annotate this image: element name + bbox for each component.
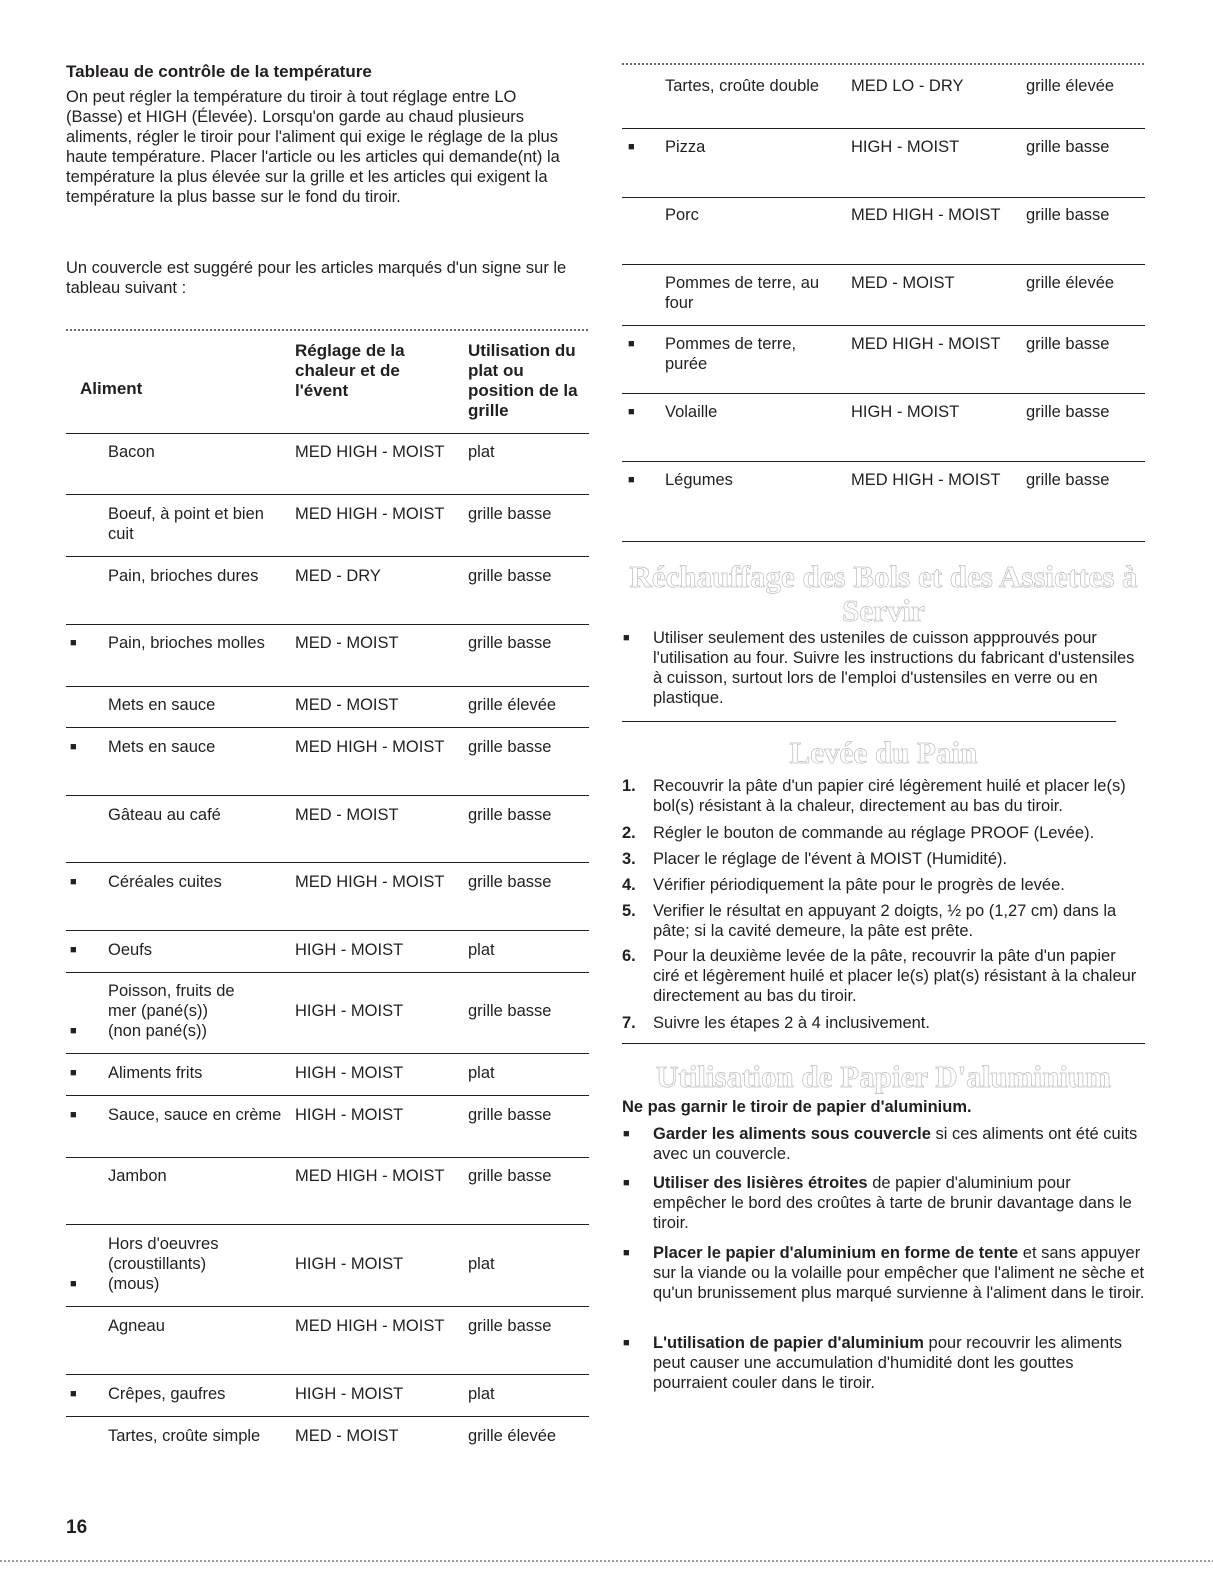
heat-setting: HIGH - MOIST (295, 1385, 404, 1403)
food-name: Pommes de terre, purée (665, 335, 797, 373)
rack-position: plat (468, 443, 495, 461)
heat-setting: HIGH - MOIST (295, 941, 404, 959)
foil-bullet-rest: et sans appuyer sur la viande ou la volaille pour empêcher que l'aliment ne sèche et qu'un brunissement plus marqué survienne à l'aliment dans le tiroir. (653, 1244, 1145, 1302)
bullet-marker: ■ (623, 1337, 630, 1349)
header-setting: Réglage de la chaleur et de l'évent (295, 341, 405, 400)
heat-setting: HIGH - MOIST (295, 1064, 404, 1082)
heat-setting: MED HIGH - MOIST (295, 738, 445, 756)
bullet-marker: ■ (623, 1247, 630, 1259)
rack-position: grille élevée (1026, 274, 1115, 292)
table-rule (66, 556, 589, 557)
bullet-marker: ■ (623, 1177, 630, 1189)
heat-setting: MED LO - DRY (851, 77, 964, 95)
step-text: Recouvrir la pâte d'un papier ciré légèrement huilé et placer le(s) bol(s) résistant à la chaleur, directement au bas du tiroir. (653, 777, 1126, 815)
heat-setting: MED - MOIST (851, 274, 955, 292)
foil-bullet-text (653, 1243, 1145, 1303)
food-name: Aliments frits (108, 1064, 203, 1082)
heat-setting: MED HIGH - MOIST (851, 335, 1001, 353)
food-name: Tartes, croûte double (665, 77, 820, 95)
food-name: Agneau (108, 1317, 165, 1335)
step-number: 6. (622, 947, 636, 965)
heat-setting: MED HIGH - MOIST (295, 505, 445, 523)
proofing-title: Levée du Pain (789, 735, 978, 770)
rack-position: grille basse (468, 1167, 552, 1185)
food-name: Pain, brioches molles (108, 634, 265, 652)
food-name: Sauce, sauce en crème (108, 1106, 282, 1124)
food-name: Gâteau au café (108, 806, 221, 824)
rack-position: grille basse (1026, 138, 1110, 156)
rack-position: grille basse (1026, 206, 1110, 224)
foil-bullet-lead: Utiliser des lisières étroites (653, 1174, 868, 1192)
step-text: Suivre les étapes 2 à 4 inclusivement. (653, 1014, 930, 1032)
table-rule (66, 1157, 589, 1158)
rack-position: grille basse (468, 738, 552, 756)
table-rule (66, 1053, 589, 1054)
rack-position: grille basse (468, 1106, 552, 1124)
cover-bullet: ■ (70, 1388, 77, 1400)
page-number: 16 (66, 1517, 88, 1538)
food-name: Pommes de terre, au four (665, 274, 820, 312)
table-rule (622, 541, 1145, 542)
foil-bullet-rest: si ces aliments ont été cuits avec un couvercle. (653, 1125, 1138, 1163)
heat-setting: MED - MOIST (295, 696, 399, 714)
table-rule (622, 325, 1145, 326)
heat-setting: MED HIGH - MOIST (851, 206, 1001, 224)
table-row (66, 981, 589, 1041)
step-number: 2. (622, 824, 636, 842)
table-rule (66, 494, 589, 495)
food-name: Crêpes, gaufres (108, 1385, 226, 1403)
rack-position: plat (468, 1255, 495, 1273)
header-food: Aliment (80, 379, 143, 398)
food-name: Boeuf, à point et bien cuit (108, 505, 264, 543)
table-rule (622, 128, 1145, 129)
table-rule (66, 1416, 589, 1417)
table-rule (622, 264, 1145, 265)
table-rule (66, 1224, 589, 1225)
bullet-marker: ■ (623, 1128, 630, 1140)
table-rule (66, 972, 589, 973)
rack-position: plat (468, 1385, 495, 1403)
cover-bullet: ■ (628, 141, 635, 153)
step-number: 5. (622, 902, 636, 920)
heat-setting: MED HIGH - MOIST (295, 1167, 445, 1185)
food-name: Tartes, croûte simple (108, 1427, 261, 1445)
cover-bullet: ■ (70, 637, 77, 649)
heat-setting: MED HIGH - MOIST (295, 443, 445, 461)
food-name: Volaille (665, 403, 718, 421)
table-top-dotted-rule (622, 63, 1145, 65)
cover-bullet: ■ (628, 338, 635, 350)
foil-bullet-lead: Placer le papier d'aluminium en forme de tente (653, 1244, 1019, 1262)
step-number: 4. (622, 876, 636, 894)
table-rule (622, 393, 1145, 394)
table-rule (66, 1095, 589, 1096)
heat-setting: HIGH - MOIST (295, 1106, 404, 1124)
food-name: Oeufs (108, 941, 153, 959)
section-rule (622, 721, 1116, 722)
rack-position: plat (468, 941, 495, 959)
food-name: Bacon (108, 443, 155, 461)
foil-bullet-rest: pour recouvrir les aliments peut causer une accumulation d'humidité dont les gouttes pourraient couler dans le tiroir. (653, 1334, 1123, 1392)
food-name: Porc (665, 206, 699, 224)
foil-title: Utilisation de Papier D'aluminium (656, 1059, 1111, 1094)
food-name-line: Hors d'oeuvres (108, 1235, 219, 1253)
intro-paragraph: On peut régler la température du tiroir à tout réglage entre LO (Basse) et HIGH (Élevée). Lorsqu'on garde au chaud plusieurs aliments, régler le tiroir pour l'aliment qui exige le réglage de la plus haute température. Placer l'article ou les articles qui demande(nt) la température la plus élevée sur la grille et les articles qui exigent la température la plus basse sur le fond du tiroir. (66, 88, 560, 206)
table-rule (66, 624, 589, 625)
cover-bullet: ■ (70, 1025, 77, 1037)
heat-setting: MED - MOIST (295, 1427, 399, 1445)
cover-bullet: ■ (70, 1109, 77, 1121)
heat-setting: HIGH - MOIST (851, 403, 960, 421)
rack-position: grille basse (1026, 403, 1110, 421)
step-text: Placer le réglage de l'évent à MOIST (Humidité). (653, 850, 1008, 868)
table-rule (66, 686, 589, 687)
table-rule (66, 862, 589, 863)
food-name-line: (non pané(s)) (108, 1022, 208, 1040)
rack-position: grille basse (468, 873, 552, 891)
foil-bullet-text (653, 1173, 1145, 1233)
food-name: Mets en sauce (108, 696, 216, 714)
cover-bullet: ■ (70, 944, 77, 956)
foil-bullet-rest: de papier d'aluminium pour empêcher le bord des croûtes à tarte de brunir davantage dans le tiroir. (653, 1174, 1132, 1232)
heat-setting: MED HIGH - MOIST (851, 471, 1001, 489)
bullet-marker: ■ (623, 632, 630, 644)
table-rule (66, 930, 589, 931)
food-name: Céréales cuites (108, 873, 222, 891)
foil-bullet-text (653, 1124, 1145, 1164)
rack-position: grille basse (468, 505, 552, 523)
rack-position: grille basse (468, 1317, 552, 1335)
cover-note: Un couvercle est suggéré pour les articles marqués d'un signe sur le tableau suivant : (66, 259, 567, 297)
step-text: Pour la deuxième levée de la pâte, recouvrir la pâte d'un papier ciré et légèrement huilé et placer le(s) plat(s) résistant à la chaleur directement au bas du tiroir. (653, 947, 1137, 1005)
heat-setting: MED HIGH - MOIST (295, 873, 445, 891)
food-name: Jambon (108, 1167, 167, 1185)
food-name: Pain, brioches dures (108, 567, 259, 585)
foil-bullet-lead: L'utilisation de papier d'aluminium (653, 1334, 924, 1352)
foil-bullet-lead: Garder les aliments sous couvercle (653, 1125, 931, 1143)
section-rule (622, 1043, 1145, 1044)
heat-setting: MED - MOIST (295, 806, 399, 824)
rack-position: grille élevée (468, 696, 557, 714)
rack-position: grille basse (468, 806, 552, 824)
heat-setting: HIGH - MOIST (295, 1002, 404, 1020)
step-text: Régler le bouton de commande au réglage PROOF (Levée). (653, 824, 1095, 842)
foil-warning: Ne pas garnir le tiroir de papier d'aluminium. (622, 1098, 972, 1116)
table-rule (66, 433, 589, 434)
table-rule (66, 727, 589, 728)
step-text: Verifier le résultat en appuyant 2 doigts, ½ po (1,27 cm) dans la pâte; si la cavité demeure, la pâte est prête. (653, 902, 1117, 940)
food-name: Mets en sauce (108, 738, 216, 756)
food-name: Pizza (665, 138, 706, 156)
cover-bullet: ■ (628, 474, 635, 486)
heat-setting: HIGH - MOIST (851, 138, 960, 156)
table-rule (66, 795, 589, 796)
cover-bullet: ■ (70, 741, 77, 753)
cover-bullet: ■ (70, 876, 77, 888)
rack-position: grille basse (468, 1002, 552, 1020)
food-name-line: (croustillants) (108, 1255, 207, 1273)
table-rule (66, 1306, 589, 1307)
rack-position: plat (468, 1064, 495, 1082)
cover-bullet: ■ (70, 1067, 77, 1079)
warming-title: Réchauffage des Bols et des Assiettes à Servir (629, 559, 1138, 628)
foil-bullet-text (653, 1333, 1145, 1393)
table-rule (66, 1374, 589, 1375)
rack-position: grille élevée (468, 1427, 557, 1445)
warming-text: Utiliser seulement des usteniles de cuisson appprouvés pour l'utilisation au four. Suivre les instructions du fabricant d'ustensiles à cuisson, surtout lors de l'emploi d'ustensiles en verre ou en plastique. (653, 629, 1135, 707)
step-number: 3. (622, 850, 636, 868)
rack-position: grille basse (468, 634, 552, 652)
food-name-line: (mous) (108, 1275, 160, 1293)
heat-setting: MED - MOIST (295, 634, 399, 652)
step-text: Vérifier périodiquement la pâte pour le progrès de levée. (653, 876, 1065, 894)
cover-bullet: ■ (628, 406, 635, 418)
header-position: Utilisation du plat ou position de la grille (468, 341, 578, 420)
step-number: 7. (622, 1014, 636, 1032)
bottom-dotted-rule (0, 1560, 1213, 1562)
heat-setting: MED - DRY (295, 567, 381, 585)
rack-position: grille basse (468, 567, 552, 585)
heat-setting: HIGH - MOIST (295, 1255, 404, 1273)
rack-position: grille basse (1026, 335, 1110, 353)
food-name-line: mer (pané(s)) (108, 1002, 208, 1020)
section-title: Tableau de contrôle de la température (66, 62, 372, 81)
rack-position: grille basse (1026, 471, 1110, 489)
food-name: Légumes (665, 471, 733, 489)
cover-bullet: ■ (70, 1278, 77, 1290)
table-row (66, 1234, 589, 1294)
rack-position: grille élevée (1026, 77, 1115, 95)
table-top-dotted-rule (66, 329, 589, 331)
heat-setting: MED HIGH - MOIST (295, 1317, 445, 1335)
table-rule (622, 461, 1145, 462)
table-rule (622, 197, 1145, 198)
food-name-line: Poisson, fruits de (108, 982, 235, 1000)
step-number: 1. (622, 777, 636, 795)
